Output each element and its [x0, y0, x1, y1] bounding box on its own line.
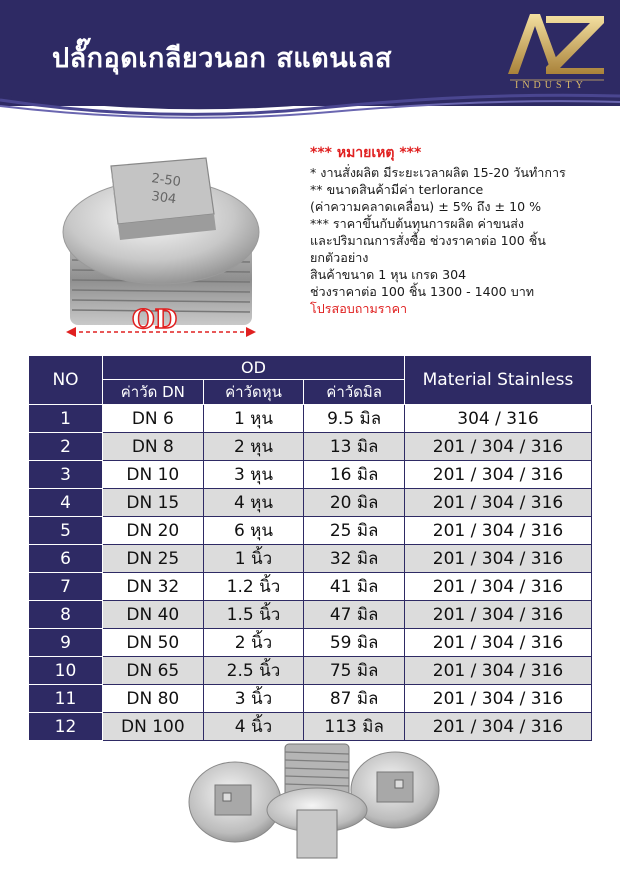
material-value: 201 / 304 / 316	[405, 433, 592, 461]
table-row	[29, 405, 592, 433]
table-row	[29, 489, 592, 517]
note-line: ช่วงราคาต่อ 100 ชิ้น 1300 - 1400 บาท	[310, 284, 535, 299]
material-value: 201 / 304 / 316	[405, 657, 592, 685]
hun-value: 1.5 นิ้ว	[203, 601, 304, 629]
row-number: 5	[29, 517, 103, 545]
note-line: สินค้าขนาด 1 หุน เกรด 304	[310, 267, 467, 282]
hun-value: 3 หุน	[203, 461, 304, 489]
note-line: และปริมาณการสั่งซื้อ ช่วงราคาต่อ 100 ชิ้น	[310, 233, 546, 248]
contact-for-price: โปรสอบถามราคา	[310, 301, 408, 316]
note-line: *** ราคาขึ้นกับต้นทุนการผลิต ค่าขนส่ง	[310, 216, 525, 231]
header-mil: ค่าวัดมิล	[304, 380, 405, 405]
mil-value: 47 มิล	[304, 601, 405, 629]
row-number: 1	[29, 405, 103, 433]
size-table	[28, 355, 592, 741]
mil-value: 87 มิล	[304, 685, 405, 713]
dn-value: DN 80	[103, 685, 204, 713]
dn-value: DN 65	[103, 657, 204, 685]
material-value: 201 / 304 / 316	[405, 629, 592, 657]
material-value: 201 / 304 / 316	[405, 573, 592, 601]
table-row	[29, 517, 592, 545]
mil-value: 113 มิล	[304, 713, 405, 741]
hun-value: 2 หุน	[203, 433, 304, 461]
row-number: 8	[29, 601, 103, 629]
mil-value: 9.5 มิล	[304, 405, 405, 433]
dn-value: DN 6	[103, 405, 204, 433]
row-number: 6	[29, 545, 103, 573]
material-value: 201 / 304 / 316	[405, 601, 592, 629]
plugs-group-image	[185, 740, 445, 865]
material-value: 201 / 304 / 316	[405, 713, 592, 741]
dn-value: DN 50	[103, 629, 204, 657]
size-table-wrapper	[28, 355, 592, 741]
table-row	[29, 601, 592, 629]
mil-value: 20 มิล	[304, 489, 405, 517]
table-row	[29, 685, 592, 713]
mil-value: 41 มิล	[304, 573, 405, 601]
header-od: OD	[103, 356, 405, 380]
note-line: ** ขนาดสินค้ามีค่า terlorance	[310, 182, 484, 197]
table-row	[29, 573, 592, 601]
table-row	[29, 545, 592, 573]
material-value: 201 / 304 / 316	[405, 461, 592, 489]
mil-value: 16 มิล	[304, 461, 405, 489]
mil-value: 32 มิล	[304, 545, 405, 573]
table-row	[29, 433, 592, 461]
note-line: * งานสั่งผลิต มีระยะเวลาผลิต 15-20 วันทำการ	[310, 165, 566, 180]
table-row	[29, 657, 592, 685]
hun-value: 2.5 นิ้ว	[203, 657, 304, 685]
hun-value: 4 นิ้ว	[203, 713, 304, 741]
notes-title: *** หมายเหตุ ***	[310, 145, 422, 161]
row-number: 9	[29, 629, 103, 657]
table-row	[29, 461, 592, 489]
material-value: 304 / 316	[405, 405, 592, 433]
dn-value: DN 20	[103, 517, 204, 545]
table-row	[29, 629, 592, 657]
mil-value: 25 มิล	[304, 517, 405, 545]
row-number: 7	[29, 573, 103, 601]
logo-subtitle: INDUSTY	[515, 80, 587, 91]
row-number: 12	[29, 713, 103, 741]
dn-value: DN 15	[103, 489, 204, 517]
notes-block	[310, 145, 615, 317]
mil-value: 75 มิล	[304, 657, 405, 685]
material-value: 201 / 304 / 316	[405, 685, 592, 713]
table-row	[29, 713, 592, 741]
material-value: 201 / 304 / 316	[405, 545, 592, 573]
material-value: 201 / 304 / 316	[405, 489, 592, 517]
dn-value: DN 10	[103, 461, 204, 489]
row-number: 3	[29, 461, 103, 489]
dn-value: DN 8	[103, 433, 204, 461]
row-number: 2	[29, 433, 103, 461]
page-title: ปลั๊กอุดเกลียวนอก สแตนเลส	[52, 43, 392, 74]
plug-product-image	[56, 140, 266, 350]
hun-value: 1.2 นิ้ว	[203, 573, 304, 601]
hun-value: 2 นิ้ว	[203, 629, 304, 657]
material-value: 201 / 304 / 316	[405, 517, 592, 545]
dn-value: DN 100	[103, 713, 204, 741]
dn-value: DN 32	[103, 573, 204, 601]
dn-value: DN 25	[103, 545, 204, 573]
hun-value: 3 นิ้ว	[203, 685, 304, 713]
svg-text:304: 304	[150, 189, 178, 208]
row-number: 4	[29, 489, 103, 517]
header-no: NO	[29, 356, 103, 405]
hun-value: 1 นิ้ว	[203, 545, 304, 573]
row-number: 11	[29, 685, 103, 713]
note-line: (ค่าความคลาดเคลื่อน) ± 5% ถึง ± 10 %	[310, 199, 542, 214]
dn-value: DN 40	[103, 601, 204, 629]
size-table-body	[29, 405, 592, 741]
header-hun: ค่าวัดหุน	[203, 380, 304, 405]
header-dn: ค่าวัด DN	[103, 380, 204, 405]
header-material: Material Stainless	[405, 356, 592, 405]
note-line: ยกตัวอย่าง	[310, 250, 369, 265]
mil-value: 13 มิล	[304, 433, 405, 461]
hun-value: 4 หุน	[203, 489, 304, 517]
row-number: 10	[29, 657, 103, 685]
hun-value: 6 หุน	[203, 517, 304, 545]
hun-value: 1 หุน	[203, 405, 304, 433]
mil-value: 59 มิล	[304, 629, 405, 657]
svg-text:OD: OD	[132, 305, 178, 335]
svg-text:2-50: 2-50	[150, 171, 182, 191]
